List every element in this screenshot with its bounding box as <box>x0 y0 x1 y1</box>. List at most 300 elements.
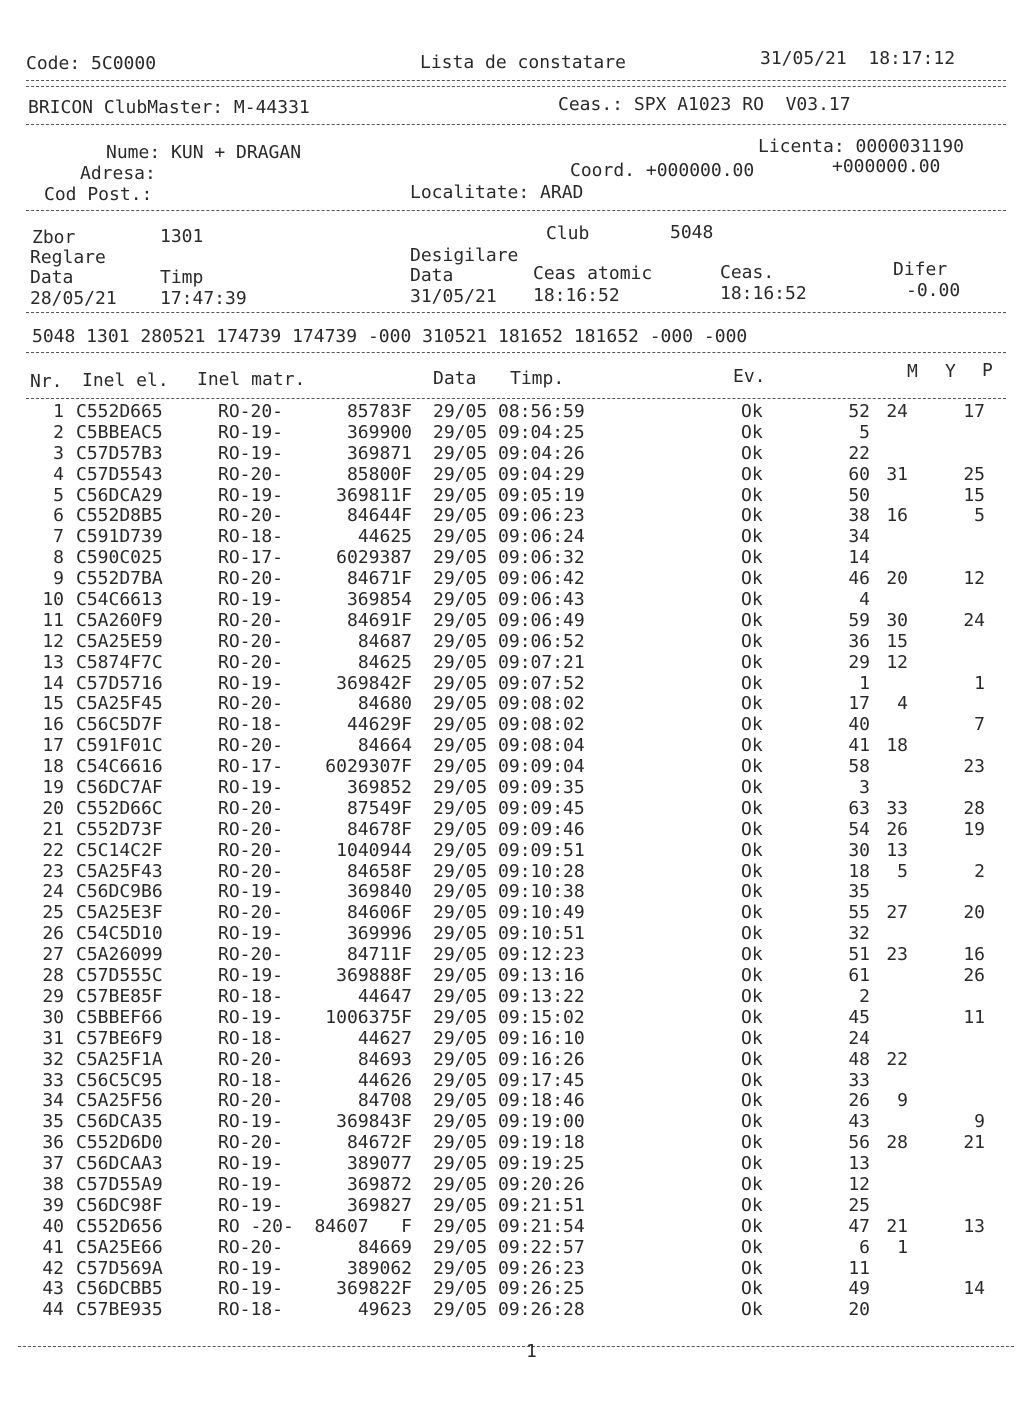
electronic-ring: C552D6D0 <box>76 1132 163 1154</box>
electronic-ring: C5A25E66 <box>76 1236 163 1258</box>
ring-number: 49623 <box>357 1299 412 1321</box>
ring-number: 84664 <box>357 735 412 757</box>
value-m: 32 <box>848 923 870 945</box>
value-p: 11 <box>963 1006 985 1028</box>
divider <box>26 86 1006 87</box>
value-p: 16 <box>963 944 985 966</box>
value-p: 21 <box>963 1132 985 1154</box>
value-m: 29 <box>848 651 870 673</box>
value-m: 48 <box>848 1048 870 1070</box>
value-m: 43 <box>848 1111 870 1133</box>
column-header-p: P <box>982 360 993 381</box>
arrival-datetime: 29/05 09:26:28 <box>433 1299 585 1321</box>
print-datetime: 31/05/21 18:17:12 <box>760 48 956 69</box>
electronic-ring: C552D7BA <box>76 568 163 590</box>
electronic-ring: C56C5D7F <box>76 714 163 736</box>
value-m: 40 <box>848 714 870 736</box>
ring-number: 84607 F <box>314 1215 412 1237</box>
value-m: 61 <box>848 965 870 987</box>
flight-label: Zbor <box>32 227 76 248</box>
row-number: 30 <box>42 1006 64 1028</box>
ring-number: 84693 <box>357 1048 412 1070</box>
arrival-datetime: 29/05 09:06:42 <box>433 568 585 590</box>
arrival-datetime: 29/05 09:19:18 <box>433 1132 585 1154</box>
value-y: 27 <box>886 902 908 924</box>
coordinates-2: +000000.00 <box>832 156 941 177</box>
arrival-datetime: 29/05 09:19:00 <box>433 1111 585 1133</box>
value-y: 33 <box>886 797 908 819</box>
arrival-datetime: 29/05 09:12:23 <box>433 944 585 966</box>
locality: Localitate: ARAD <box>410 182 584 203</box>
ring-number: 1006375F <box>325 1006 412 1028</box>
row-number: 9 <box>53 568 64 590</box>
arrival-datetime: 29/05 09:19:25 <box>433 1153 585 1175</box>
row-number: 40 <box>42 1215 64 1237</box>
table-row <box>0 506 1024 527</box>
setting-date: 28/05/21 <box>30 288 117 309</box>
arrival-datetime: 29/05 09:10:51 <box>433 923 585 945</box>
value-p: 20 <box>963 902 985 924</box>
column-header-date: Data <box>433 368 477 389</box>
value-m: 18 <box>848 860 870 882</box>
electronic-ring: C5BBEAC5 <box>76 421 163 443</box>
ring-prefix: RO-20- <box>218 902 284 924</box>
ring-prefix: RO-17- <box>218 756 284 778</box>
arrival-datetime: 29/05 09:21:51 <box>433 1194 585 1216</box>
ring-number: 369842F <box>336 672 412 694</box>
ring-prefix: RO-20- <box>218 505 284 527</box>
electronic-ring: C5A25F56 <box>76 1090 163 1112</box>
event-status: Ok <box>741 1194 763 1216</box>
row-number: 23 <box>42 860 64 882</box>
electronic-ring: C5874F7C <box>76 651 163 673</box>
ring-prefix: RO-19- <box>218 442 284 464</box>
electronic-ring: C56DC7AF <box>76 777 163 799</box>
ring-prefix: RO-20- <box>218 401 284 422</box>
arrival-datetime: 29/05 09:21:54 <box>433 1215 585 1237</box>
ring-number: 84644F <box>346 505 412 527</box>
ring-prefix: RO-20- <box>218 818 284 840</box>
electronic-ring: C57BE85F <box>76 985 163 1007</box>
page-number: 1 <box>526 1341 537 1362</box>
row-number: 19 <box>42 777 64 799</box>
electronic-ring: C552D656 <box>76 1215 163 1237</box>
event-status: Ok <box>741 1069 763 1091</box>
event-status: Ok <box>741 1027 763 1049</box>
ring-prefix: RO-20- <box>218 693 284 715</box>
row-number: 38 <box>42 1173 64 1195</box>
arrival-datetime: 29/05 09:26:23 <box>433 1257 585 1279</box>
ring-number: 84678F <box>346 818 412 840</box>
value-m: 2 <box>859 985 870 1007</box>
owner-name: Nume: KUN + DRAGAN <box>106 142 302 163</box>
table-row <box>0 1029 1024 1050</box>
row-number: 2 <box>53 421 64 443</box>
table-row <box>0 945 1024 966</box>
ring-number: 84672F <box>346 1132 412 1154</box>
event-status: Ok <box>741 839 763 861</box>
ring-prefix: RO-19- <box>218 923 284 945</box>
arrival-datetime: 29/05 09:08:02 <box>433 693 585 715</box>
value-y: 23 <box>886 944 908 966</box>
row-number: 44 <box>42 1299 64 1321</box>
ring-number: 6029307F <box>325 756 412 778</box>
ring-prefix: RO-19- <box>218 589 284 611</box>
ring-number: 369900 <box>346 421 412 443</box>
row-number: 36 <box>42 1132 64 1154</box>
value-y: 24 <box>886 401 908 422</box>
ring-prefix: RO-18- <box>218 1299 284 1321</box>
ring-number: 84625 <box>357 651 412 673</box>
ring-number: 369871 <box>346 442 412 464</box>
club-label: Club <box>546 223 590 244</box>
difference-value: -0.00 <box>906 280 961 301</box>
event-status: Ok <box>741 1278 763 1300</box>
event-status: Ok <box>741 505 763 527</box>
value-m: 12 <box>848 1173 870 1195</box>
arrival-datetime: 29/05 09:22:57 <box>433 1236 585 1258</box>
code-label: Code: 5C0000 <box>26 53 157 74</box>
table-row <box>0 1196 1024 1217</box>
value-m: 49 <box>848 1278 870 1300</box>
table-row <box>0 987 1024 1008</box>
ring-number: 369840 <box>346 881 412 903</box>
ring-number: 84687 <box>357 630 412 652</box>
value-p: 17 <box>963 401 985 422</box>
value-y: 26 <box>886 818 908 840</box>
table-row <box>0 966 1024 987</box>
ring-number: 44647 <box>357 985 412 1007</box>
row-number: 33 <box>42 1069 64 1091</box>
column-header-y: Y <box>945 361 956 382</box>
value-p: 24 <box>963 609 985 631</box>
table-row <box>0 486 1024 507</box>
coordinates: Coord. +000000.00 <box>570 160 755 181</box>
event-status: Ok <box>741 1215 763 1237</box>
arrival-datetime: 29/05 09:08:02 <box>433 714 585 736</box>
divider <box>26 80 1006 81</box>
ring-number: 85800F <box>346 463 412 485</box>
electronic-ring: C5A25F1A <box>76 1048 163 1070</box>
divider <box>26 124 1006 125</box>
ring-prefix: RO-20- <box>218 1048 284 1070</box>
value-m: 51 <box>848 944 870 966</box>
row-number: 32 <box>42 1048 64 1070</box>
event-status: Ok <box>741 1132 763 1154</box>
electronic-ring: C591F01C <box>76 735 163 757</box>
arrival-datetime: 29/05 09:09:04 <box>433 756 585 778</box>
table-row <box>0 1133 1024 1154</box>
value-p: 23 <box>963 756 985 778</box>
value-y: 15 <box>886 630 908 652</box>
ring-number: 369811F <box>336 484 412 506</box>
electronic-ring: C57BE935 <box>76 1299 163 1321</box>
ring-number: 44627 <box>357 1027 412 1049</box>
row-number: 22 <box>42 839 64 861</box>
table-row <box>0 1300 1024 1321</box>
row-number: 1 <box>53 401 64 422</box>
value-p: 2 <box>974 860 985 882</box>
row-number: 3 <box>53 442 64 464</box>
row-number: 26 <box>42 923 64 945</box>
row-number: 29 <box>42 985 64 1007</box>
table-row <box>0 465 1024 486</box>
ring-prefix: RO-20- <box>218 735 284 757</box>
ring-number: 369996 <box>346 923 412 945</box>
arrival-datetime: 29/05 09:09:45 <box>433 797 585 819</box>
row-number: 35 <box>42 1111 64 1133</box>
value-m: 3 <box>859 777 870 799</box>
electronic-ring: C552D66C <box>76 797 163 819</box>
table-row <box>0 778 1024 799</box>
ring-prefix: RO-19- <box>218 881 284 903</box>
event-status: Ok <box>741 463 763 485</box>
atomic-clock-time: 18:16:52 <box>533 285 620 306</box>
value-m: 38 <box>848 505 870 527</box>
value-m: 36 <box>848 630 870 652</box>
event-status: Ok <box>741 609 763 631</box>
value-y: 13 <box>886 839 908 861</box>
ring-number: 84658F <box>346 860 412 882</box>
electronic-ring: C552D73F <box>76 818 163 840</box>
value-p: 1 <box>974 672 985 694</box>
row-number: 24 <box>42 881 64 903</box>
event-status: Ok <box>741 714 763 736</box>
table-row <box>0 548 1024 569</box>
value-y: 20 <box>886 568 908 590</box>
event-status: Ok <box>741 1257 763 1279</box>
ring-prefix: RO-20- <box>218 860 284 882</box>
column-header-electronic-ring: Inel el. <box>82 370 169 391</box>
arrival-datetime: 29/05 09:20:26 <box>433 1173 585 1195</box>
value-y: 9 <box>897 1090 908 1112</box>
ring-number: 84691F <box>346 609 412 631</box>
table-row <box>0 1091 1024 1112</box>
atomic-clock-label: Ceas atomic <box>533 263 653 284</box>
arrival-datetime: 29/05 09:13:16 <box>433 965 585 987</box>
table-row <box>0 1112 1024 1133</box>
event-status: Ok <box>741 881 763 903</box>
table-row <box>0 1175 1024 1196</box>
arrival-datetime: 29/05 09:06:52 <box>433 630 585 652</box>
row-number: 10 <box>42 589 64 611</box>
row-number: 21 <box>42 818 64 840</box>
table-row <box>0 1279 1024 1300</box>
value-m: 20 <box>848 1299 870 1321</box>
value-m: 33 <box>848 1069 870 1091</box>
electronic-ring: C5BBEF66 <box>76 1006 163 1028</box>
row-number: 14 <box>42 672 64 694</box>
arrival-datetime: 29/05 09:06:23 <box>433 505 585 527</box>
value-y: 4 <box>897 693 908 715</box>
arrival-datetime: 29/05 09:26:25 <box>433 1278 585 1300</box>
table-row <box>0 1217 1024 1238</box>
ring-prefix: RO-19- <box>218 1173 284 1195</box>
value-y: 1 <box>897 1236 908 1258</box>
column-header-event: Ev. <box>733 366 766 387</box>
ring-number: 389077 <box>346 1153 412 1175</box>
row-number: 12 <box>42 630 64 652</box>
electronic-ring: C56DCA29 <box>76 484 163 506</box>
arrival-datetime: 29/05 09:09:35 <box>433 777 585 799</box>
value-y: 16 <box>886 505 908 527</box>
results-table <box>0 402 1024 1321</box>
value-p: 26 <box>963 965 985 987</box>
electronic-ring: C56DCA35 <box>76 1111 163 1133</box>
event-status: Ok <box>741 526 763 548</box>
electronic-ring: C54C6616 <box>76 756 163 778</box>
event-status: Ok <box>741 421 763 443</box>
table-row <box>0 924 1024 945</box>
event-status: Ok <box>741 1236 763 1258</box>
electronic-ring: C5A26099 <box>76 944 163 966</box>
event-status: Ok <box>741 1048 763 1070</box>
table-row <box>0 736 1024 757</box>
value-p: 19 <box>963 818 985 840</box>
arrival-datetime: 29/05 09:16:26 <box>433 1048 585 1070</box>
row-number: 13 <box>42 651 64 673</box>
electronic-ring: C57D569A <box>76 1257 163 1279</box>
arrival-datetime: 29/05 09:09:51 <box>433 839 585 861</box>
event-status: Ok <box>741 568 763 590</box>
unsealing-date: 31/05/21 <box>410 286 497 307</box>
value-p: 28 <box>963 797 985 819</box>
ring-prefix: RO-19- <box>218 1194 284 1216</box>
ring-prefix: RO-19- <box>218 777 284 799</box>
table-row <box>0 715 1024 736</box>
arrival-datetime: 29/05 09:08:04 <box>433 735 585 757</box>
ring-number: 6029387 <box>336 547 412 569</box>
electronic-ring: C5A25F43 <box>76 860 163 882</box>
table-row <box>0 1259 1024 1280</box>
column-header-m: M <box>907 361 918 382</box>
divider <box>26 398 1006 399</box>
ring-number: 369852 <box>346 777 412 799</box>
value-y: 18 <box>886 735 908 757</box>
row-number: 18 <box>42 756 64 778</box>
divider <box>26 352 1006 353</box>
event-status: Ok <box>741 902 763 924</box>
table-row <box>0 653 1024 674</box>
value-m: 45 <box>848 1006 870 1028</box>
electronic-ring: C590C025 <box>76 547 163 569</box>
value-y: 22 <box>886 1048 908 1070</box>
electronic-ring: C57D555C <box>76 965 163 987</box>
ring-prefix: RO-20- <box>218 568 284 590</box>
value-m: 1 <box>859 672 870 694</box>
value-m: 52 <box>848 401 870 422</box>
table-row <box>0 862 1024 883</box>
ring-prefix: RO-20- <box>218 1236 284 1258</box>
event-status: Ok <box>741 923 763 945</box>
event-status: Ok <box>741 672 763 694</box>
arrival-datetime: 29/05 09:10:28 <box>433 860 585 882</box>
table-row <box>0 1238 1024 1259</box>
ring-number: 44629F <box>346 714 412 736</box>
ring-number: 369822F <box>336 1278 412 1300</box>
arrival-datetime: 29/05 09:04:29 <box>433 463 585 485</box>
ring-prefix: RO-19- <box>218 1278 284 1300</box>
value-m: 25 <box>848 1194 870 1216</box>
electronic-ring: C591D739 <box>76 526 163 548</box>
value-m: 17 <box>848 693 870 715</box>
clock-info: Ceas.: SPX A1023 RO V03.17 <box>558 94 851 115</box>
electronic-ring: C57D5716 <box>76 672 163 694</box>
column-header-time: Timp. <box>510 368 565 389</box>
value-y: 12 <box>886 651 908 673</box>
ring-prefix: RO-18- <box>218 1069 284 1091</box>
ring-number: 369827 <box>346 1194 412 1216</box>
value-m: 6 <box>859 1236 870 1258</box>
divider <box>26 312 1006 313</box>
electronic-ring: C54C6613 <box>76 589 163 611</box>
event-status: Ok <box>741 1006 763 1028</box>
arrival-datetime: 29/05 09:04:25 <box>433 421 585 443</box>
electronic-ring: C56C5C95 <box>76 1069 163 1091</box>
event-status: Ok <box>741 965 763 987</box>
unsealing-label: Desigilare <box>410 245 519 266</box>
row-number: 6 <box>53 505 64 527</box>
clock-time: 18:16:52 <box>720 283 807 304</box>
value-p: 14 <box>963 1278 985 1300</box>
divider <box>26 210 1006 211</box>
ring-prefix: RO-19- <box>218 421 284 443</box>
ring-number: 369888F <box>336 965 412 987</box>
value-m: 26 <box>848 1090 870 1112</box>
ring-prefix: RO-19- <box>218 1153 284 1175</box>
row-number: 4 <box>53 463 64 485</box>
address-label: Adresa: <box>80 163 156 184</box>
electronic-ring: C552D665 <box>76 401 163 422</box>
arrival-datetime: 29/05 09:06:24 <box>433 526 585 548</box>
code-line: 5048 1301 280521 174739 174739 -000 310521 181652 181652 -000 -000 <box>32 326 748 347</box>
value-m: 34 <box>848 526 870 548</box>
event-status: Ok <box>741 735 763 757</box>
setting-label: Reglare <box>30 247 106 268</box>
arrival-datetime: 29/05 09:06:32 <box>433 547 585 569</box>
electronic-ring: C54C5D10 <box>76 923 163 945</box>
value-m: 54 <box>848 818 870 840</box>
ring-number: 1040944 <box>336 839 412 861</box>
flight-number: 1301 <box>160 226 204 247</box>
table-row <box>0 611 1024 632</box>
ring-prefix: RO-20- <box>218 630 284 652</box>
value-p: 15 <box>963 484 985 506</box>
table-row <box>0 527 1024 548</box>
ring-prefix: RO-18- <box>218 526 284 548</box>
row-number: 41 <box>42 1236 64 1258</box>
value-m: 46 <box>848 568 870 590</box>
row-number: 37 <box>42 1153 64 1175</box>
setting-time: 17:47:39 <box>160 288 247 309</box>
electronic-ring: C56DC98F <box>76 1194 163 1216</box>
arrival-datetime: 29/05 09:04:26 <box>433 442 585 464</box>
value-y: 21 <box>886 1215 908 1237</box>
arrival-datetime: 29/05 09:09:46 <box>433 818 585 840</box>
row-number: 34 <box>42 1090 64 1112</box>
arrival-datetime: 29/05 09:10:38 <box>433 881 585 903</box>
arrival-datetime: 29/05 09:17:45 <box>433 1069 585 1091</box>
row-number: 5 <box>53 484 64 506</box>
arrival-datetime: 29/05 09:07:21 <box>433 651 585 673</box>
ring-prefix: RO-19- <box>218 1006 284 1028</box>
ring-number: 44625 <box>357 526 412 548</box>
row-number: 7 <box>53 526 64 548</box>
value-y: 30 <box>886 609 908 631</box>
arrival-datetime: 29/05 09:05:19 <box>433 484 585 506</box>
table-row <box>0 1050 1024 1071</box>
ring-prefix: RO-19- <box>218 965 284 987</box>
